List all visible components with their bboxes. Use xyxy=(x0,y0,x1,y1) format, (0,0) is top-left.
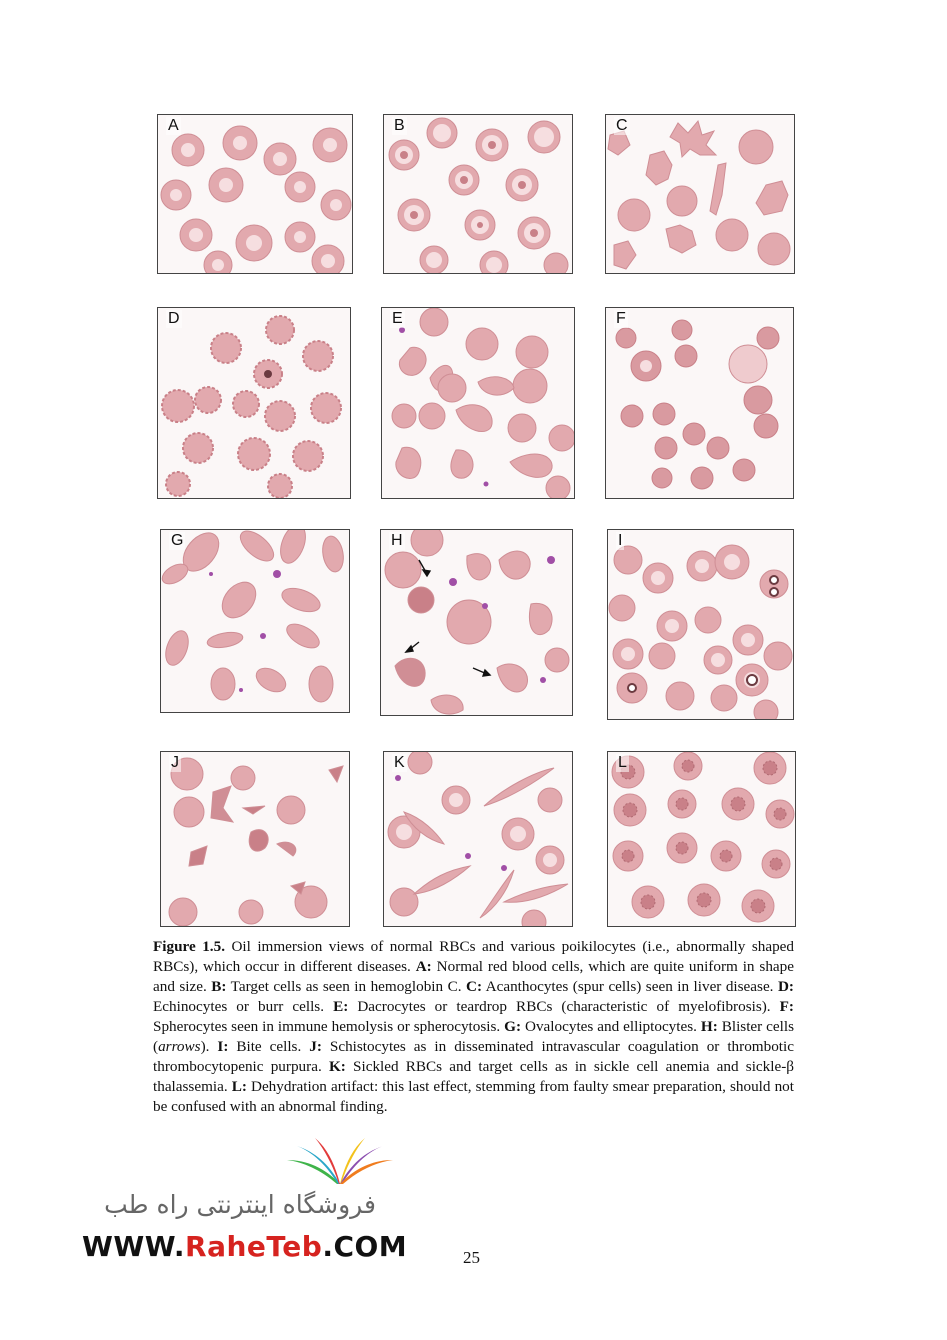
rbc-image-j xyxy=(161,752,349,926)
caption-key-i: I: xyxy=(217,1038,229,1055)
panel-f xyxy=(605,307,794,499)
panel-label: G xyxy=(171,532,184,549)
caption-key-a: A: xyxy=(415,958,432,975)
panel-l xyxy=(607,751,796,927)
book-fan-icon xyxy=(285,1138,395,1188)
caption-text-k: Sickled RBCs and target cells as in sickle cell anemia and sickle-β thalassemia. xyxy=(153,1058,795,1095)
panel-label: I xyxy=(618,532,623,549)
rbc-image-k xyxy=(384,752,572,926)
panel-b xyxy=(383,114,573,274)
rbc-image-i xyxy=(608,530,793,719)
panel-label: B xyxy=(394,117,405,134)
caption-key-g: G: xyxy=(504,1018,522,1035)
caption-key-d: D: xyxy=(777,978,794,995)
caption-key-b: B: xyxy=(211,978,227,995)
panel-label: E xyxy=(392,310,403,327)
caption-em-h: arrows xyxy=(158,1038,201,1055)
panel-label: A xyxy=(168,117,179,134)
rbc-image-g xyxy=(161,530,349,712)
watermark-url[interactable] xyxy=(82,1230,407,1263)
panel-j xyxy=(160,751,350,927)
caption-intro: Oil immersion views of normal RBCs and various poikilocytes (i.e., abnormally shaped RBCs), which occur in different diseases. xyxy=(153,938,794,975)
url-suffix: .COM xyxy=(322,1230,408,1263)
panel-label: L xyxy=(618,754,627,771)
panel-label: D xyxy=(168,310,180,327)
caption-text-f: Spherocytes seen in immune hemolysis or spherocytosis. xyxy=(153,1018,505,1035)
panel-h xyxy=(380,529,573,716)
caption-text-e: Dacrocytes or teardrop RBCs (characteristic of myelofibrosis). xyxy=(348,998,780,1015)
watermark-persian-text: فروشگاه اینترنتی راه طب xyxy=(104,1190,376,1219)
rbc-image-f xyxy=(606,308,793,498)
caption-key-l: L: xyxy=(231,1078,247,1095)
panel-label: H xyxy=(391,532,403,549)
caption-text-c: Acanthocytes (spur cells) seen in liver disease. xyxy=(482,978,778,995)
rbc-image-a xyxy=(158,115,352,273)
caption-text-d: Echinocytes or burr cells. xyxy=(153,998,334,1015)
page-number: 25 xyxy=(463,1248,480,1267)
caption-heading: Figure 1.5. xyxy=(153,938,225,955)
url-prefix: WWW. xyxy=(82,1230,186,1263)
caption-key-c: C: xyxy=(465,978,483,995)
figure-caption xyxy=(153,937,794,1117)
caption-after-h: ). xyxy=(200,1038,218,1055)
panel-label: C xyxy=(616,117,628,134)
url-brand: RaheTeb xyxy=(185,1230,323,1263)
watermark-logo[interactable] xyxy=(70,1138,410,1278)
rbc-image-e xyxy=(382,308,574,498)
caption-key-f: F: xyxy=(779,998,794,1015)
panel-label: J xyxy=(171,754,179,771)
caption-text-b: Target cells as seen in hemoglobin C. xyxy=(226,978,466,995)
rbc-image-b xyxy=(384,115,572,273)
rbc-image-c xyxy=(606,115,794,273)
caption-text-j: Schistocytes as in disseminated intravascular coagulation or thrombotic thrombocytopenic purpura. xyxy=(153,1038,794,1075)
rbc-image-l xyxy=(608,752,795,926)
panel-a xyxy=(157,114,353,274)
panel-label: K xyxy=(394,754,405,771)
caption-text-g: Ovalocytes and elliptocytes. xyxy=(521,1018,701,1035)
caption-text-a: Normal red blood cells, which are quite uniform in shape and size. xyxy=(153,958,794,995)
panel-g xyxy=(160,529,350,713)
panel-label: F xyxy=(616,310,626,327)
panel-d xyxy=(157,307,351,499)
rbc-image-d xyxy=(158,308,350,498)
caption-text-i: Bite cells. xyxy=(228,1038,310,1055)
panel-i xyxy=(607,529,794,720)
caption-key-k: K: xyxy=(328,1058,346,1075)
caption-text-l: Dehydration artifact: this last effect, stemming from faulty smear preparation, should not be confused with an abnormal finding. xyxy=(153,1078,794,1115)
caption-key-j: J: xyxy=(309,1038,322,1055)
panel-c xyxy=(605,114,795,274)
rbc-image-h xyxy=(381,530,572,715)
panel-k xyxy=(383,751,573,927)
caption-key-h: H: xyxy=(700,1018,718,1035)
caption-key-e: E: xyxy=(333,998,349,1015)
caption-text-h: Blister cells ( xyxy=(153,1018,795,1055)
panel-e xyxy=(381,307,575,499)
